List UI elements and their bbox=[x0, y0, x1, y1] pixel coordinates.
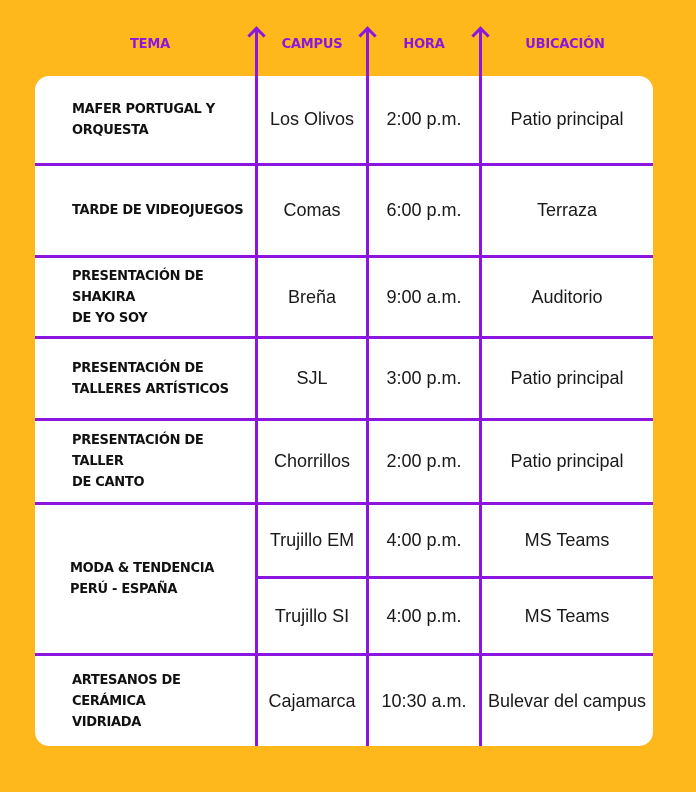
header-tema: TEMA bbox=[130, 37, 170, 52]
row-tema: ARTESANOS DE CERÁMICA VIDRIADA bbox=[72, 672, 181, 730]
row-tema: MAFER PORTUGAL Y ORQUESTA bbox=[72, 101, 215, 138]
row-campus: Cajamarca bbox=[268, 690, 356, 711]
row-tema: MODA & TENDENCIA PERÚ - ESPAÑA bbox=[70, 561, 215, 597]
row-ubicacion: Patio principal bbox=[510, 109, 624, 129]
row-ubicacion: Auditorio bbox=[531, 286, 603, 307]
row-hora: 4:00 p.m. bbox=[386, 530, 462, 550]
row-campus: Trujillo EM bbox=[269, 530, 355, 550]
row-hora: 9:00 a.m. bbox=[386, 286, 462, 307]
row-campus: Los Olivos bbox=[269, 109, 355, 129]
row-hora: 2:00 p.m. bbox=[386, 451, 462, 471]
header-hora: HORA bbox=[403, 37, 445, 52]
row-campus: SJL bbox=[296, 368, 328, 388]
row-campus: Comas bbox=[283, 200, 341, 220]
row-ubicacion: Patio principal bbox=[510, 451, 624, 471]
row-hora: 3:00 p.m. bbox=[386, 368, 462, 388]
row-campus: Chorrillos bbox=[273, 451, 351, 471]
header-ubicacion: UBICACIÓN bbox=[525, 37, 605, 52]
row-hora: 4:00 p.m. bbox=[386, 605, 462, 626]
row-ubicacion: MS Teams bbox=[524, 605, 610, 626]
header-campus: CAMPUS bbox=[281, 37, 343, 52]
row-tema: PRESENTACIÓN DE TALLER DE CANTO bbox=[72, 433, 204, 490]
row-tema: PRESENTACIÓN DE TALLERES ARTÍSTICOS bbox=[72, 360, 229, 397]
row-hora: 6:00 p.m. bbox=[386, 200, 462, 220]
row-campus: Trujillo SI bbox=[274, 605, 350, 626]
row-hora: 2:00 p.m. bbox=[386, 109, 462, 129]
row-campus: Breña bbox=[287, 286, 337, 307]
row-ubicacion: Patio principal bbox=[510, 368, 624, 388]
row-ubicacion: MS Teams bbox=[524, 530, 610, 550]
arrow-up-icon bbox=[471, 26, 489, 44]
row-ubicacion: Bulevar del campus bbox=[487, 690, 647, 711]
row-tema: PRESENTACIÓN DE SHAKIRA DE YO SOY bbox=[72, 268, 204, 326]
row-tema: TARDE DE VIDEOJUEGOS bbox=[72, 203, 244, 218]
row-ubicacion: Terraza bbox=[536, 200, 598, 220]
row-hora: 10:30 a.m. bbox=[381, 690, 467, 711]
